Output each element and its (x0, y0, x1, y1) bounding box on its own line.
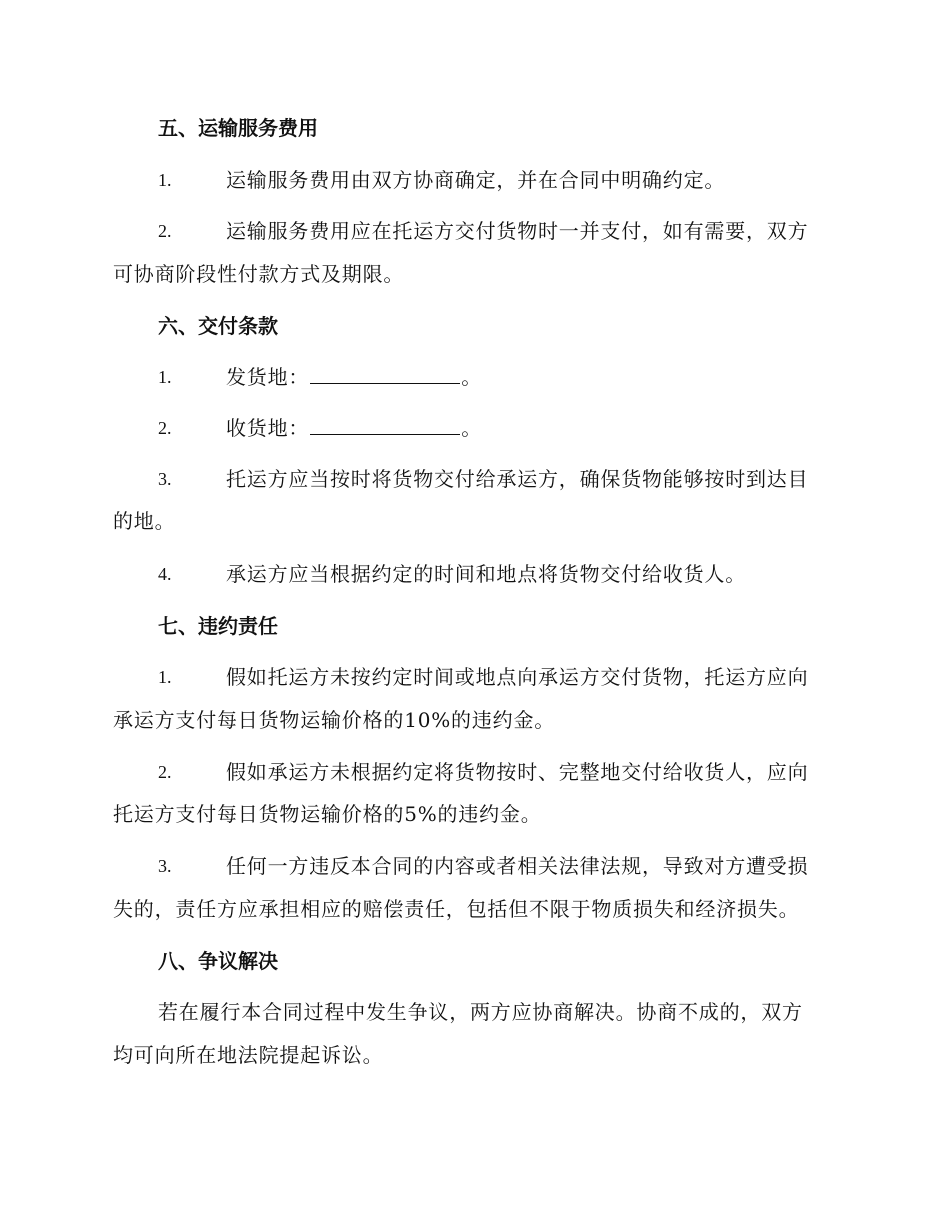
shipping-destination-field (226, 407, 482, 449)
item-text: 托运方应当按时将货物交付给承运方，确保货物能够按时到达目 (226, 467, 809, 491)
item-number: 1. (158, 170, 172, 190)
item-text: 假如承运方未根据约定将货物按时、完整地交付给收货人，应向 (226, 760, 809, 784)
field-end: 。 (461, 365, 483, 389)
item-number: 1. (158, 367, 172, 387)
field-end: 。 (461, 416, 483, 440)
paragraph-text: 若在履行本合同过程中发生争议，两方应协商解决。协商不成的，双方 (158, 1000, 803, 1024)
item-text: 运输服务费用应在托运方交付货物时一并支付，如有需要，双方 (226, 219, 809, 243)
field-label: 发货地： (226, 365, 310, 389)
item-text-continuation: 托运方支付每日货物运输价格的5%的违约金。 (113, 802, 542, 826)
fill-in-blank (310, 412, 460, 435)
section-heading: 五、运输服务费用 (158, 116, 318, 140)
section-heading: 七、违约责任 (158, 614, 278, 638)
item-number: 3. (158, 856, 172, 876)
item-text: 运输服务费用由双方协商确定，并在合同中明确约定。 (226, 168, 726, 192)
item-text-continuation: 失的，责任方应承担相应的赔偿责任，包括但不限于物质损失和经济损失。 (113, 897, 800, 921)
section-heading: 八、争议解决 (158, 949, 278, 973)
item-text-continuation: 承运方支付每日货物运输价格的10%的违约金。 (113, 708, 556, 732)
item-text: 承运方应当根据约定的时间和地点将货物交付给收货人。 (226, 562, 746, 586)
item-number: 2. (158, 418, 172, 438)
field-label: 收货地： (226, 416, 310, 440)
item-number: 2. (158, 221, 172, 241)
item-text-continuation: 的地。 (113, 509, 176, 533)
item-number: 3. (158, 469, 172, 489)
item-text: 假如托运方未按约定时间或地点向承运方交付货物，托运方应向 (226, 665, 809, 689)
item-text-continuation: 可协商阶段性付款方式及期限。 (113, 262, 405, 286)
fill-in-blank (310, 361, 460, 384)
item-text: 任何一方违反本合同的内容或者相关法律法规，导致对方遭受损 (226, 854, 809, 878)
item-number: 4. (158, 564, 172, 584)
paragraph-text-continuation: 均可向所在地法院提起诉讼。 (113, 1043, 384, 1067)
item-number: 1. (158, 667, 172, 687)
section-heading: 六、交付条款 (158, 314, 278, 338)
item-number: 2. (158, 762, 172, 782)
shipping-origin-field (226, 356, 482, 398)
